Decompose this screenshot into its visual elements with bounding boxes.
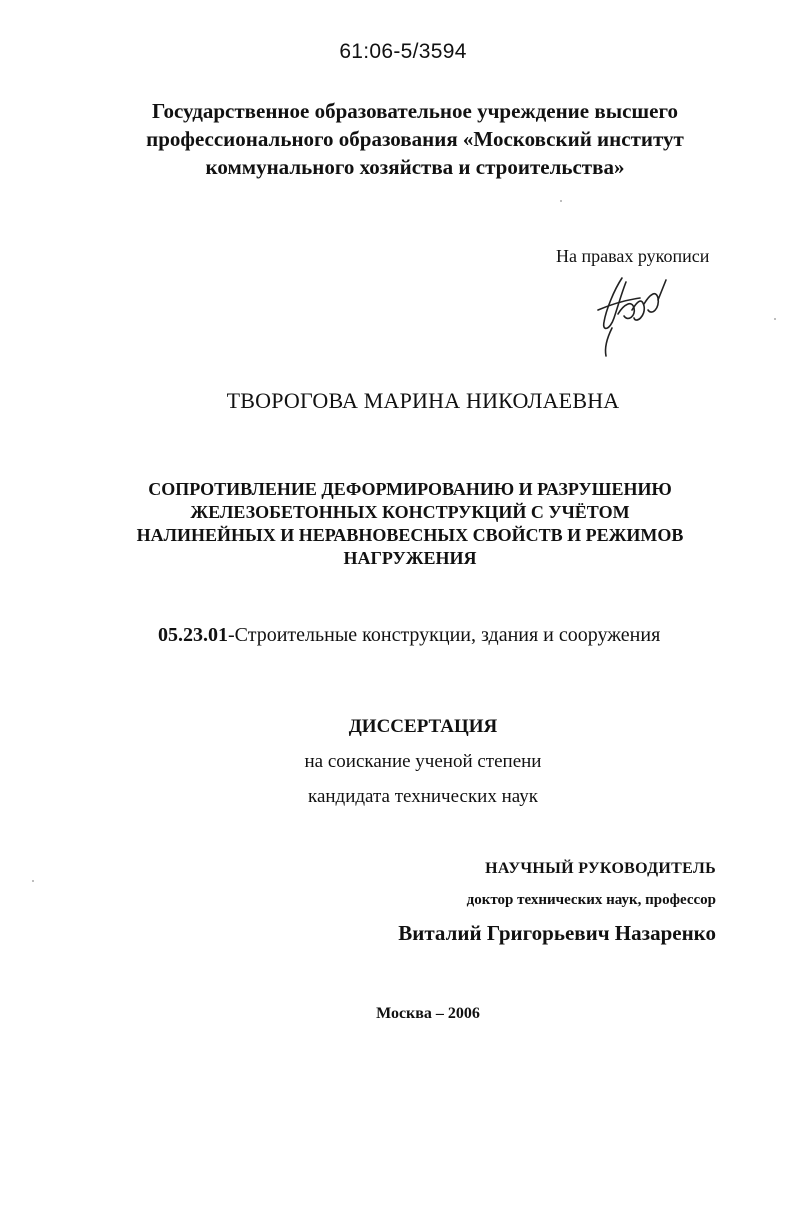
author-name: ТВОРОГОВА МАРИНА НИКОЛАЕВНА	[226, 388, 620, 413]
manuscript-note: На правах рукописи	[556, 246, 710, 266]
institution-name	[100, 97, 730, 181]
title-line: ЖЕЛЕЗОБЕТОННЫХ КОНСТРУКЦИЙ С УЧЁТОМ	[190, 502, 630, 522]
institution-line: коммунального хозяйства и строительства»	[205, 155, 625, 179]
title-line: СОПРОТИВЛЕНИЕ ДЕФОРМИРОВАНИЮ И РАЗРУШЕНИЮ	[148, 479, 672, 499]
supervisor-heading: НАУЧНЫЙ РУКОВОДИТЕЛЬ	[485, 860, 716, 877]
specialty	[158, 624, 660, 647]
specialty-name: -Строительные конструкции, здания и сооружения	[228, 624, 661, 646]
city-year: Москва – 2006	[376, 1005, 480, 1022]
institution-line: Государственное образовательное учреждение высшего	[152, 99, 678, 123]
degree-line-2: кандидата технических наук	[308, 786, 538, 807]
institution-line: профессионального образования «Московский институт	[146, 127, 684, 151]
specialty-code: 05.23.01	[158, 624, 228, 646]
supervisor-name: Виталий Григорьевич Назаренко	[398, 921, 716, 945]
scan-speck	[560, 200, 562, 202]
registration-code: 61:06-5/3594	[339, 40, 467, 63]
title-line: НАЛИНЕЙНЫХ И НЕРАВНОВЕСНЫХ СВОЙСТВ И РЕЖИМОВ	[136, 525, 684, 545]
scan-speck	[774, 318, 776, 320]
signature-icon	[592, 270, 682, 360]
title-line: НАГРУЖЕНИЯ	[343, 548, 477, 568]
scan-speck	[32, 880, 34, 882]
dissertation-title	[100, 478, 720, 570]
dissertation-type: ДИССЕРТАЦИЯ	[348, 716, 498, 737]
degree-line-1: на соискание ученой степени	[304, 751, 542, 772]
supervisor-degree: доктор технических наук, профессор	[466, 892, 716, 908]
